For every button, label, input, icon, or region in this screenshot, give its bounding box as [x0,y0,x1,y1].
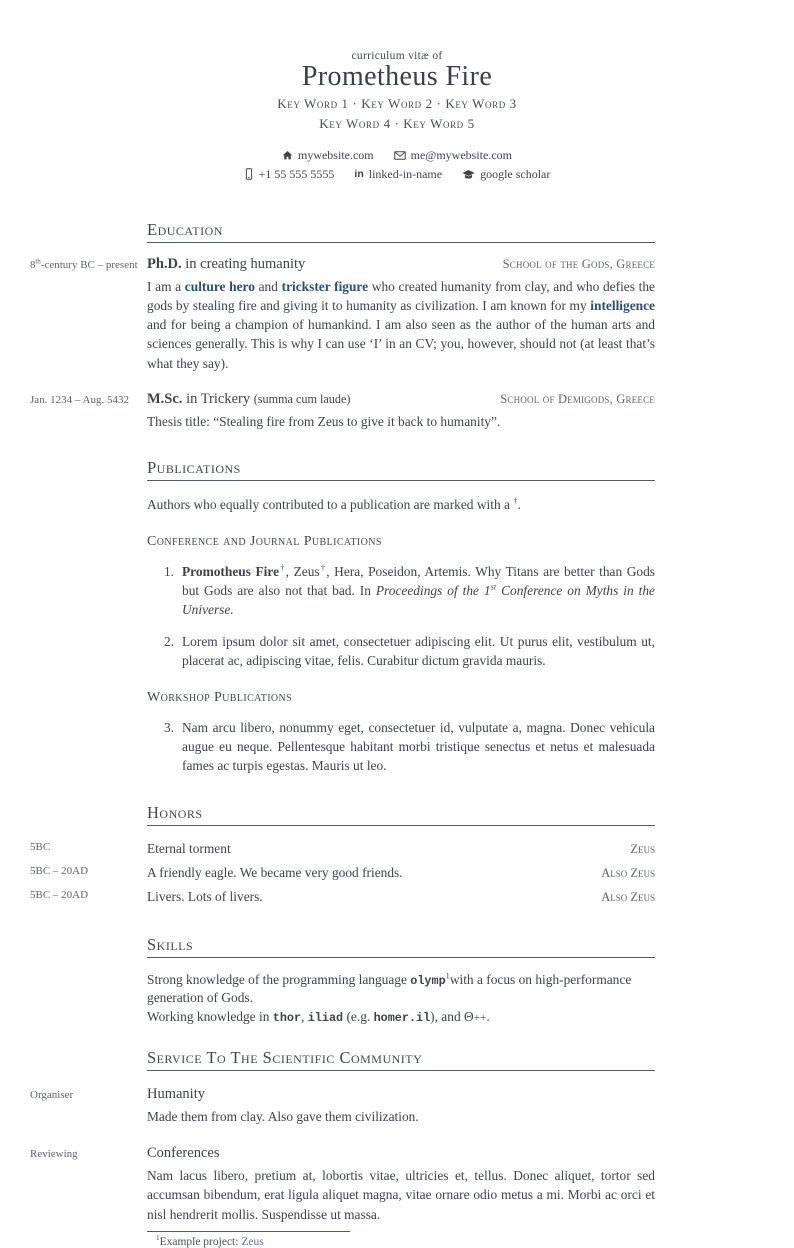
service-what: Conferences [147,1145,220,1162]
honor-row-1 [30,839,655,858]
skills-text [147,971,655,1027]
phone-icon [244,168,254,180]
section-title-service: Service To The Scientific Community [147,1048,655,1071]
email-label: me@mywebsite.com [410,147,513,162]
honor-awarded-by: Zeus [630,842,655,857]
section-title-education: Education [147,220,655,243]
linkedin-link[interactable] [354,165,442,184]
service-what: Humanity [147,1086,205,1103]
service-desc: Nam lacus libero, pretium at, lobortis vitae, ultricies et, tellus. Donec aliquet, tortor sed accumsan bibendum, erat ligula aliquet magna, vitae ornare odio metus a mi. Morbi ac orci et nisl hendrerit mollis. Suspendisse ut massa. [147,1168,655,1222]
honors-list [30,839,655,906]
honor-award: Eternal torment [147,841,231,857]
scholar-link[interactable] [462,165,550,184]
linkedin-label: linked-in-name [368,166,443,181]
keywords-line-2: Key Word 4 · Key Word 5 [319,115,475,131]
publication-number: 3. [163,719,174,735]
honor-awarded-by: Also Zeus [601,866,655,881]
skills-line-1: Strong knowledge of the programming language olymp$^1$with a focus on high-performance generation of Gods. [147,971,632,1006]
education-entry-msc [30,390,655,431]
footnote-text [147,1233,655,1248]
cv-body [30,219,656,1248]
education-entry-phd [30,255,655,373]
degree-title-msc: M.Sc. in Trickery (summa cum laude) [147,390,351,407]
service-desc: Made them from clay. Also gave them civilization. [147,1109,419,1125]
cv-header [0,0,794,184]
section-service [30,1048,655,1224]
degree-title-phd: Ph.D. in creating humanity [147,255,306,272]
honor-award: Livers. Lots of livers. [147,889,263,905]
service-role: Organiser [30,1089,74,1102]
section-title-honors: Honors [147,803,655,826]
institution-msc: School of Demigods, Greece [500,391,655,406]
publication-text: Lorem ipsum dolor sit amet, consectetuer adipiscing elit. Ut purus elit, vestibulum ut, placerat ac, adipiscing vitae, felis. Curabitur dictum gravida mauris. [182,633,655,668]
publications-note: Authors who equally contributed to a publication are marked with a †. [147,496,521,512]
section-title-skills: Skills [147,935,655,958]
honor-date: 5BC [30,841,51,854]
email-link[interactable] [394,146,512,165]
contact-row-1 [0,146,794,165]
skills-line-2: Working knowledge in thor, iliad (e.g. homer.il), and Θ++. [147,1008,490,1025]
footnote-area [147,1231,655,1248]
education-date-phd: 8th-century BC – present [30,258,138,271]
education-desc-phd: I am a culture hero and trickster figure who created humanity from clay, and who defies the gods by stealing fire and giving it to humanity as civilization. I am known for my intelligence and for being a champion of humankind. I am also seen as the author of the human arts and sciences generally. This is why I can use ‘I’ in an CV; you, however, should not (at least that’s what they say). [147,278,655,371]
education-desc-msc: Thesis title: “Stealing fire from Zeus to give it back to humanity”. [147,413,501,429]
website-link[interactable] [282,146,374,165]
honor-date: 5BC – 20AD [30,889,89,902]
education-date-msc: Jan. 1234 – Aug. 5432 [30,393,129,406]
contact-row-2 [0,165,794,184]
subsection-title-workshop: Workshop Publications [147,689,293,705]
keywords-line-1: Key Word 1 · Key Word 2 · Key Word 3 [277,95,517,111]
publication-item-3 [161,718,655,775]
publication-item-1 [161,562,655,619]
honor-row-2 [30,863,655,882]
publication-item-2 [161,632,655,670]
service-role: Reviewing [30,1148,78,1161]
service-entry-reviewing [30,1145,655,1223]
footnote-marker: 1 [156,1233,160,1242]
pretitle: curriculum vitæ of [351,50,443,62]
linkedin-icon: in [354,168,364,181]
section-title-publications: Publications [147,458,655,481]
person-name: Prometheus Fire [301,61,493,92]
subsection-title-conference: Conference and Journal Publications [147,534,382,550]
education-head-phd [147,256,655,273]
home-icon [282,150,293,161]
footnote-body: Example project: [159,1235,242,1248]
section-skills [147,935,655,1027]
institution-phd: School of the Gods, Greece [502,256,655,271]
footnote-zeus-link[interactable]: Zeus [241,1235,264,1248]
education-head-msc [147,391,655,408]
honor-award: A friendly eagle. We became very good friends. [147,865,403,881]
scholar-label: google scholar [480,166,551,181]
contact-block [0,146,794,184]
publication-text: Promotheus Fire†, Zeus†, Hera, Poseidon, Artemis. Why Titans are better than Gods but Gods are also not that bad. In Proceedings of the 1st Conference on Myths in the Universe. [182,563,656,618]
graduation-cap-icon [462,169,475,180]
publication-text: Nam arcu libero, nonummy eget, consectetuer id, vulputate a, magna. Donec vehicula augue eu neque. Pellentesque habitant morbi tristique senectus et netus et malesuada fames ac turpis egestas. Mauris ut leo. [182,719,655,774]
phone-link[interactable] [244,165,335,184]
honor-date: 5BC – 20AD [30,865,89,878]
website-label: mywebsite.com [297,147,374,162]
section-honors [30,803,655,906]
publication-number: 2. [163,633,174,649]
footnote-rule [147,1231,350,1232]
honor-row-3 [30,887,655,906]
publication-number: 1. [163,564,174,580]
section-education [30,219,655,431]
honor-awarded-by: Also Zeus [601,890,655,905]
section-publications [147,458,655,775]
service-entry-organiser [30,1086,655,1126]
phone-label: +1 55 555 5555 [258,166,335,181]
email-icon [394,150,406,161]
